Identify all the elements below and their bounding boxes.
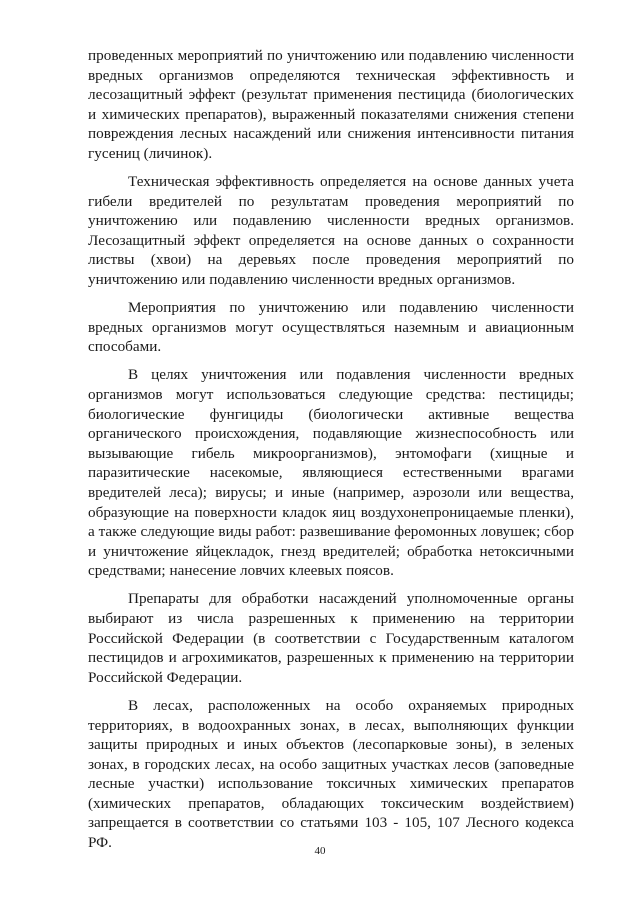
paragraph-restrictions: В лесах, расположенных на особо охраняемых природных территориях, в водоохранных зонах, в лесах, выполняющих функции защиты природных и иных объектов (лесопарковые зоны), в зеленых зонах, в городских лесах, на особо защитных участках лесов (заповедные лесные участки) использование токсичных химических препаратов (химических препаратов, обладающих токсическим воздействием) запрещается в соответствии со статьями 103 - 105, 107 Лесного кодекса РФ. (88, 696, 574, 852)
paragraph-methods: Мероприятия по уничтожению или подавлению численности вредных организмов могут осуществляться наземным и авиационным способами. (88, 299, 574, 356)
paragraph-continuation: проведенных мероприятий по уничтожению или подавлению численности вредных организмов определяются техническая эффективность и лесозащитный эффект (результат применения пестицида (биологических и химических препаратов), выраженный показателями снижения степени повреждения лесных насаждений или снижения интенсивности питания гусениц (личинок). (88, 47, 574, 162)
paragraph-means: В целях уничтожения или подавления численности вредных организмов могут использоваться следующие средства: пестициды; биологические фунгициды (биологически активные вещества органического происхождения, подавляющие жизнеспособность или вызывающие гибель микроорганизмов), энтомофаги (хищные и паразитические насекомые, являющиеся естественными врагами вредителей леса); вирусы; и иные (например, аэрозоли или вещества, образующие на поверхности кладок яиц воздухонепроницаемые пленки), а также следующие виды работ: развешивание феромонных ловушек; сбор и уничтожение яйцекладок, гнезд вредителей; обработка нетоксичными средствами; нанесение ловчих клеевых поясов. (88, 366, 574, 580)
paragraph-preparations: Препараты для обработки насаждений уполномоченные органы выбирают из числа разрешенных к применению на территории Российской Федерации (в соответствии с Государственным каталогом пестицидов и агрохимикатов, разрешенных к применению на территории Российской Федерации. (88, 590, 574, 686)
body-text (88, 46, 574, 861)
paragraph-technical-efficiency: Техническая эффективность определяется на основе данных учета гибели вредителей по результатам проведения мероприятий по уничтожению или подавлению численности вредных организмов. Лесозащитный эффект определяется на основе данных о сохранности листвы (хвои) на деревьях после проведения мероприятий по уничтожению или подавлению численности вредных организмов. (88, 173, 574, 289)
page-number: 40 (314, 845, 326, 857)
